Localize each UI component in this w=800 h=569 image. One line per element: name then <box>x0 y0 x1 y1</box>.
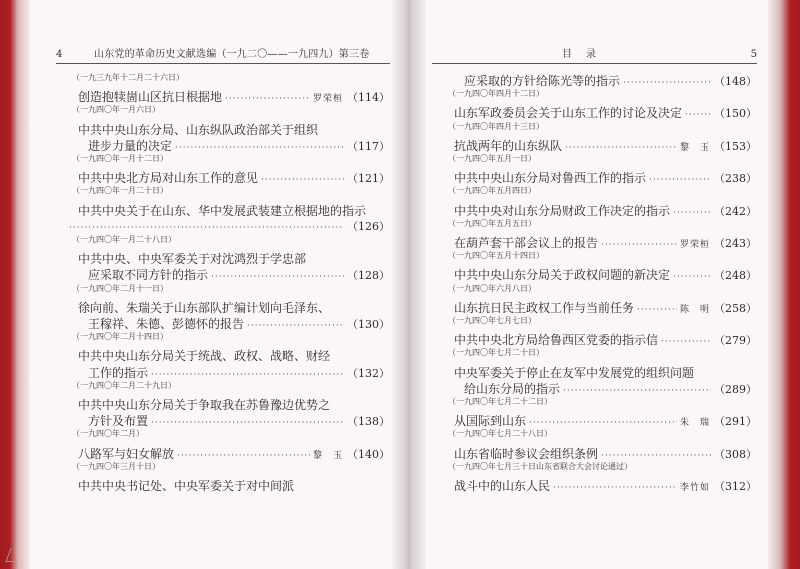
toc-entry-date <box>56 380 390 396</box>
dot-leader <box>211 272 344 282</box>
toc-entry-date <box>432 185 757 201</box>
toc-entry-date <box>432 218 757 234</box>
toc-entry-title-continued <box>56 315 390 331</box>
toc-entry-page: （291） <box>714 415 757 429</box>
toc-entry-date <box>56 153 390 169</box>
toc-entry-text: 王稼祥、朱德、彭德怀的报告 <box>88 317 245 331</box>
toc-entry-title-continued <box>432 380 757 396</box>
toc-entry-author: 朱 瑞 <box>679 418 710 429</box>
toc-entry-text: （一九四〇年七月三十日山东省联合大会讨论通过） <box>448 461 632 471</box>
toc-entry-title <box>56 169 390 185</box>
toc-entry-text: 中共中央、中央军委关于对沈鸿烈于学忠部 <box>78 252 307 267</box>
toc-entry-text: 中共中央山东分局、山东纵队政治部关于组织 <box>78 122 319 137</box>
toc-entry-text: （一九四〇年一月十二日） <box>72 154 168 163</box>
toc-entry-date <box>56 234 390 250</box>
toc-entry-text: 从国际到山东 <box>454 414 527 429</box>
toc-entry-text: 山东抗日民主政权工作与当前任务 <box>454 300 635 315</box>
toc-entry-title <box>56 299 390 315</box>
toc-entry-title <box>56 121 390 137</box>
toc-entry-text: 中共中央关于在山东、华中发展武装建立根据地的指示 <box>78 203 367 218</box>
toc-entry-date <box>432 396 757 412</box>
toc-entry-title <box>56 88 390 104</box>
toc-entry-text: 山东军政委员会关于山东工作的讨论及决定 <box>454 106 683 121</box>
toc-entry-title <box>56 347 390 363</box>
dot-leader <box>69 223 344 233</box>
toc-entry-text: 给山东分局的指示 <box>464 381 561 396</box>
dot-leader <box>563 386 711 396</box>
toc-entry-page: （132） <box>347 366 390 380</box>
toc-entry-title-continued <box>56 137 390 153</box>
toc-entry-page: （279） <box>714 334 757 348</box>
toc-entry-text: 山东省临时参议会组织条例 <box>454 446 599 461</box>
right-running-title: 目录 <box>562 49 610 60</box>
dot-leader <box>685 110 711 120</box>
dot-leader <box>261 175 344 185</box>
right-page-number: 5 <box>750 49 757 60</box>
toc-entry-title <box>56 477 390 493</box>
left-page <box>56 0 390 569</box>
toc-entry-author: 陈 明 <box>679 304 710 315</box>
toc-entry-title <box>432 266 757 282</box>
toc-entry-date <box>432 283 757 299</box>
toc-entry-title-continued <box>432 72 757 88</box>
dot-leader <box>177 451 310 461</box>
toc-entry-title <box>432 331 757 347</box>
toc-entry-page: （238） <box>714 172 757 186</box>
toc-entry-text: 中共中央山东分局对鲁西工作的指示 <box>454 171 647 186</box>
toc-entry-text: 中共中央北方局对山东工作的意见 <box>78 171 259 186</box>
toc-entry-date <box>432 347 757 363</box>
dot-leader <box>247 321 344 331</box>
dot-leader <box>601 451 711 461</box>
toc-entry-text: （一九四〇年二月十四日） <box>72 332 168 342</box>
toc-entry-page: （121） <box>347 172 390 186</box>
toc-entry-title <box>432 202 757 218</box>
toc-entry-text: （一九四〇年五月十四日） <box>448 251 544 261</box>
toc-entry-page: （138） <box>347 415 390 429</box>
toc-entry-text: （一九四〇年七月二十日） <box>448 348 544 358</box>
toc-entry-title <box>432 234 757 250</box>
toc-entry-author: 罗荣桓 <box>679 240 710 250</box>
toc-entry-title <box>432 477 757 493</box>
toc-entry-title <box>56 250 390 266</box>
toc-entry-page: （308） <box>714 447 757 461</box>
toc-entry-date <box>432 153 757 169</box>
toc-entry-date <box>56 72 390 88</box>
toc-entry-text: （一九四〇年二月二十九日） <box>72 380 176 390</box>
toc-entry-text: （一九四〇年五月五日） <box>448 218 536 228</box>
toc-entry-page: （153） <box>714 139 757 153</box>
toc-entry-page: （128） <box>347 269 390 283</box>
toc-entry-text: （一九四〇年四月十三日） <box>448 121 544 131</box>
toc-entry-author: 黎 玉 <box>312 450 343 461</box>
dot-leader <box>175 143 344 153</box>
toc-entry-text: 徐向前、朱瑞关于山东部队扩编计划向毛泽东、 <box>78 300 331 315</box>
toc-entry-text: （一九四〇年一月二十日） <box>72 186 168 196</box>
toc-entry-date <box>56 283 390 299</box>
toc-entry-text: （一九四〇年二月） <box>72 429 144 439</box>
toc-entry-title <box>432 137 757 153</box>
toc-entry-page: （248） <box>714 269 757 283</box>
toc-entry-author: 罗荣桓 <box>312 94 343 105</box>
dot-leader <box>673 208 711 218</box>
toc-entry-date <box>56 461 390 477</box>
dot-leader <box>637 305 677 315</box>
dot-leader <box>673 272 711 282</box>
toc-entry-text: （一九四〇年七月二十二日） <box>448 397 552 406</box>
toc-entry-text: （一九四〇年六月八日） <box>448 283 536 293</box>
toc-entry-text: （一九四〇年七月二十八日） <box>448 429 552 439</box>
toc-entry-title <box>432 299 757 315</box>
toc-entry-text: 方针及布置 <box>88 414 149 429</box>
toc-entry-date <box>56 185 390 201</box>
toc-entry-page: （140） <box>347 447 390 461</box>
dot-leader <box>151 370 344 380</box>
toc-entry-title <box>56 396 390 412</box>
toc-entry-leader <box>56 218 390 234</box>
dot-leader <box>623 78 711 88</box>
toc-entry-text: 应采取不同方针的指示 <box>88 268 209 283</box>
toc-entry-date <box>432 428 757 444</box>
toc-entry-text: 应采取的方针给陈光等的指示 <box>464 74 621 88</box>
toc-entry-page: （114） <box>347 91 390 105</box>
toc-entry-text: （一九四〇年一月六日） <box>72 105 160 115</box>
left-page-header <box>56 46 390 64</box>
toc-entry-author: 李竹如 <box>679 483 710 493</box>
toc-entry-text: 八路军与妇女解放 <box>78 446 175 461</box>
toc-entry-page: （289） <box>714 382 757 396</box>
toc-entry-text: 抗战两年的山东纵队 <box>454 138 563 153</box>
toc-entry-title <box>432 104 757 120</box>
toc-entry-text: 中共中央山东分局关于争取我在苏鲁豫边优势之 <box>78 398 331 412</box>
toc-entry-page: （117） <box>347 139 390 153</box>
toc-entry-text: （一九四〇年五月一日） <box>448 154 536 163</box>
dot-leader <box>553 483 677 493</box>
dot-leader <box>601 240 677 250</box>
toc-entry-title <box>432 169 757 185</box>
dot-leader <box>649 175 711 185</box>
toc-entry-title <box>432 412 757 428</box>
toc-entry-page: （312） <box>714 480 757 493</box>
toc-entry-title-continued <box>56 364 390 380</box>
toc-entry-text: 战斗中的山东人民 <box>454 479 551 493</box>
toc-entry-date <box>432 250 757 266</box>
toc-entry-page: （130） <box>347 318 390 331</box>
toc-entry-text: 中共中央北方局给鲁西区党委的指示信 <box>454 333 659 348</box>
toc-entry-text: （一九四〇年四月十二日） <box>448 89 544 99</box>
toc-entry-text: 在葫芦套干部会议上的报告 <box>454 236 599 250</box>
toc-entry-author: 黎 玉 <box>679 142 710 153</box>
toc-entry-title <box>432 364 757 380</box>
dot-leader <box>225 94 310 104</box>
toc-entry-text: 中共中央书记处、中央军委关于对中间派 <box>78 479 295 493</box>
right-page-edge <box>768 0 800 569</box>
toc-entry-page: （243） <box>714 237 757 250</box>
left-running-title: 山东党的革命历史文献选编（一九二〇——一九四九）第三卷 <box>94 49 370 60</box>
dot-leader <box>661 337 711 347</box>
toc-entry-title <box>56 202 390 218</box>
toc-entry-date <box>432 461 757 477</box>
toc-entry-text: （一九四〇年七月七日） <box>448 316 536 325</box>
toc-entry-date <box>56 428 390 444</box>
toc-entry-title-continued <box>56 412 390 428</box>
toc-entry-text: （一九四〇年一月二十八日） <box>72 235 176 244</box>
toc-entry-page: （126） <box>347 219 390 233</box>
toc-entry-date <box>432 88 757 104</box>
toc-entry-title <box>56 445 390 461</box>
toc-entry-text: （一九四〇年三月十日） <box>72 461 160 471</box>
dot-leader <box>151 418 344 428</box>
book-gutter <box>392 0 426 569</box>
toc-entry-date <box>432 121 757 137</box>
dot-leader <box>565 143 677 153</box>
toc-entry-text: （一九四〇年二月十一日） <box>72 283 168 293</box>
toc-entry-text: 中央军委关于停止在友军中发展党的组织问题 <box>454 365 695 380</box>
toc-entry-text: 工作的指示 <box>88 365 149 380</box>
toc-entry-title-continued <box>56 266 390 282</box>
toc-entry-text: 中共中央对山东分局财政工作决定的指示 <box>454 203 671 218</box>
toc-entry-date <box>432 315 757 331</box>
toc-entry-text: 中共中央山东分局关于政权问题的新决定 <box>454 268 671 283</box>
right-page-header <box>432 46 757 64</box>
left-page-edge <box>0 0 30 569</box>
toc-entry-text: （一九四〇年五月四日） <box>448 186 536 196</box>
toc-entry-page: （148） <box>714 75 757 88</box>
toc-entry-text: （一九三九年十二月二十六日） <box>72 73 184 82</box>
toc-entry-date <box>56 331 390 347</box>
toc-entry-text: 中共中央山东分局关于统战、政权、战略、财经 <box>78 349 331 364</box>
toc-entry-date <box>56 104 390 120</box>
toc-entry-text: 创造抱犊崮山区抗日根据地 <box>78 90 223 105</box>
left-page-number: 4 <box>56 49 63 60</box>
toc-entry-page: （150） <box>714 107 757 121</box>
toc-entry-page: （242） <box>714 204 757 218</box>
toc-entry-page: （258） <box>714 301 757 315</box>
right-page <box>432 0 757 569</box>
dot-leader <box>529 418 677 428</box>
toc-entry-text: 进步力量的决定 <box>88 138 173 153</box>
toc-entry-title <box>432 445 757 461</box>
